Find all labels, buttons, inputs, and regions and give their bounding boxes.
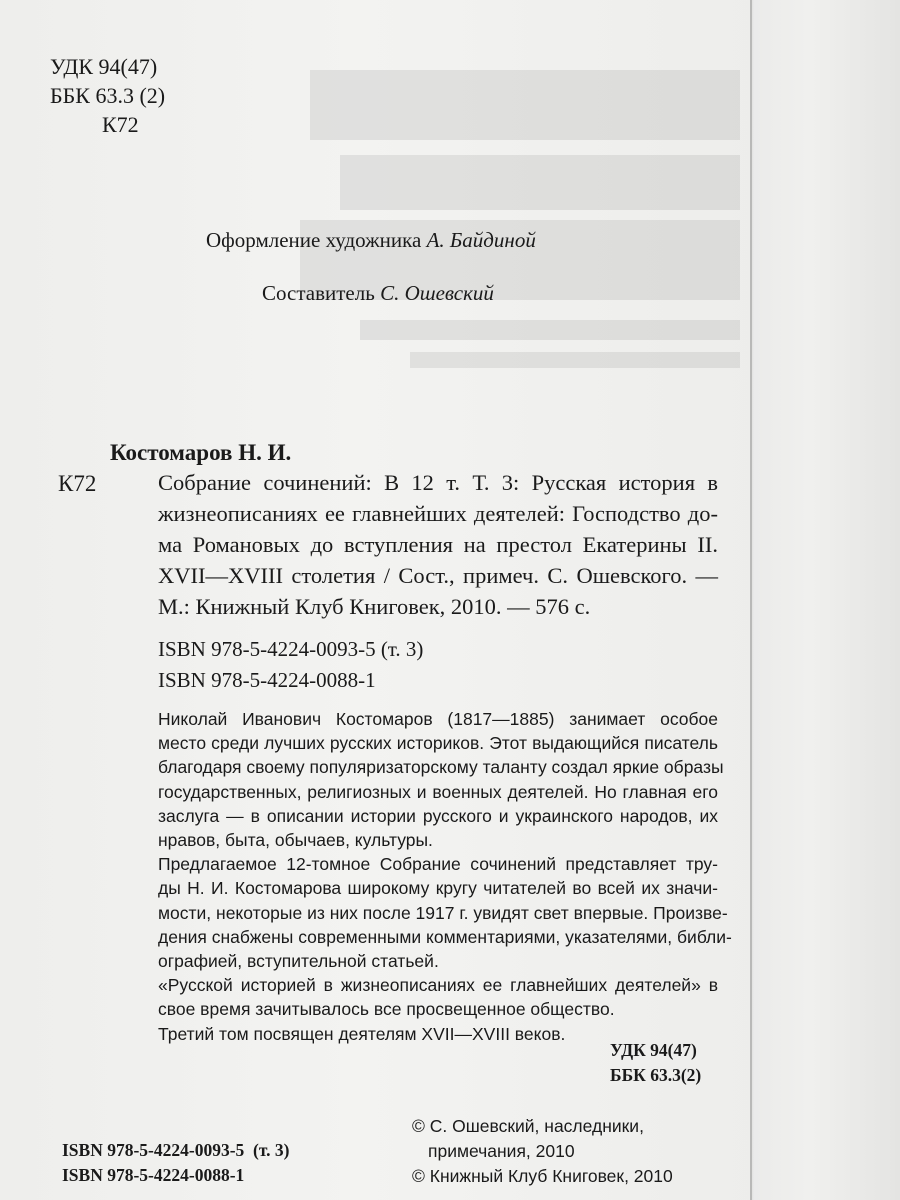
compiler-credit-label: Составитель [262, 281, 381, 305]
bbk-code-bottom: ББК 63.3(2) [610, 1065, 702, 1085]
author-mark: К72 [102, 112, 139, 137]
isbn-set-bottom: ISBN 978-5-4224-0088-1 [62, 1165, 245, 1185]
designer-name: А. Байдиной [426, 228, 536, 252]
annotation-line: Николай Иванович Костомаров (1817—1885) занимает особое [158, 709, 718, 729]
annotation-line: ды Н. И. Костомарова широкому кругу читателей во всей их значи- [158, 878, 718, 899]
classification-codes-top [50, 52, 165, 139]
show-through-title-ghost [300, 60, 750, 390]
annotation-line: государственных, религиозных и военных деятелей. Но главная его [158, 781, 718, 802]
biblio-line: М.: Книжный Клуб Книговек, 2010. — 576 с. [158, 594, 591, 619]
design-credit [206, 228, 536, 253]
page-gutter-line [750, 0, 752, 1200]
udk-code: УДК 94(47) [50, 54, 158, 79]
isbn-set: ISBN 978-5-4224-0088-1 [158, 668, 376, 692]
design-credit-label: Оформление художника [206, 228, 427, 252]
bbk-code: ББК 63.3 (2) [50, 83, 166, 108]
isbn-block [158, 634, 423, 696]
copyright-line: © С. Ошевский, наследники, [412, 1116, 644, 1136]
facing-page-edge [750, 0, 900, 1200]
annotation-line: Третий том посвящен деятелям XVII—XVIII веков. [158, 1023, 566, 1044]
annotation-line: мости, некоторые из них после 1917 г. увидят свет впервые. Произве- [158, 902, 728, 923]
annotation-line: заслуга — в описании истории русского и украинского народов, их [158, 805, 718, 826]
annotation-line: дения снабжены современными комментариями, указателями, библи- [158, 926, 732, 947]
annotation-line: место среди лучших русских историков. Этот выдающийся писатель [158, 733, 718, 754]
copyright-line: примечания, 2010 [428, 1141, 575, 1161]
udk-code-bottom: УДК 94(47) [610, 1040, 697, 1060]
annotation-line: Предлагаемое 12-томное Собрание сочинений представляет тру- [158, 854, 718, 875]
biblio-line: ма Романовых до вступления на престол Екатерины II. [158, 532, 718, 557]
isbn-volume-bottom: ISBN 978-5-4224-0093-5 (т. 3) [62, 1140, 290, 1160]
entry-author-mark: К72 [58, 471, 97, 496]
isbn-volume: ISBN 978-5-4224-0093-5 (т. 3) [158, 637, 424, 661]
bibliographic-description [158, 467, 718, 622]
author-heading: Костомаров Н. И. [110, 440, 292, 465]
biblio-line: жизнеописаниях ее главнейших деятелей: Господство до- [158, 501, 718, 526]
annotation [158, 707, 732, 1046]
compiler-name: С. Ошевский [380, 281, 494, 305]
copyright-block [412, 1114, 673, 1189]
annotation-line: нравов, быта, обычаев, культуры. [158, 830, 433, 851]
compiler-credit [262, 281, 494, 306]
annotation-line: благодаря своему популяризаторскому таланту создал яркие образы [158, 757, 724, 778]
annotation-line: свое время зачитывалось все просвещенное общество. [158, 999, 615, 1020]
biblio-line: Собрание сочинений: В 12 т. Т. 3: Русская история в [158, 470, 718, 495]
annotation-line: «Русской историей в жизнеописаниях ее главнейших деятелей» в [158, 975, 718, 996]
biblio-line: XVII—XVIII столетия / Сост., примеч. С. Ошевского. — [158, 563, 718, 588]
annotation-line: ографией, вступительной статьей. [158, 951, 439, 972]
isbn-block-bottom [62, 1138, 289, 1188]
classification-codes-bottom [610, 1038, 701, 1088]
copyright-line: © Книжный Клуб Книговек, 2010 [412, 1166, 673, 1186]
